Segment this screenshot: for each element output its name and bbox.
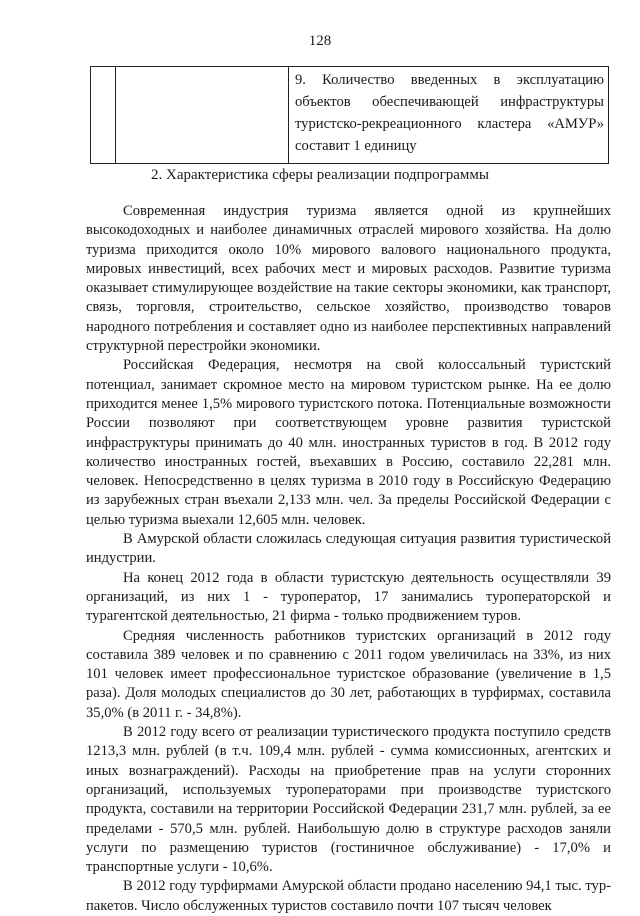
page-number: 128 [308, 33, 332, 49]
section-title: 2. Характеристика сферы реализации подпрограммы [151, 167, 489, 183]
paragraph-4: На конец 2012 года в области туристскую деятельность осуществляли 39 организаций, из них 1 - туроператор, 17 занимались туроператорской и турагентской деятельностью, 21 фирма - только продвижением туров. [86, 569, 611, 625]
table-cell-empty-2 [116, 67, 289, 164]
table-cell-empty-1 [91, 67, 116, 164]
table-row [91, 67, 609, 164]
paragraph-2: Российская Федерация, несмотря на свой колоссальный туристский потенциал, занимает скромное место на мировом туристском рынке. На ее долю приходится менее 1,5% мирового туристского потока. Потенциальные возможности России позволяют при соответствующем уровне развития туристской инфраструктуры принимать до 40 млн. иностранных туристов в год. В 2012 году количество иностранных гостей, въехавших в Россию, составило 22,281 млн. человек. Непосредственно в целях туризма в 2010 году в Российскую Федерацию из зарубежных стран въехали 2,133 млн. чел. За пределы Российской Федерации с целью туризма выехали 12,605 млн. человек. [86, 357, 611, 528]
table-cell-indicator: 9. Количество введенных в эксплуатацию объектов обеспечивающей инфраструктуры туристско-рекреационного кластера «АМУР» составит 1 единицу [289, 67, 609, 164]
paragraph-6: В 2012 году всего от реализации туристического продукта поступило средств 1213,3 млн. рублей (в т.ч. 109,4 млн. рублей - сумма комиссионных, агентских и иных вознаграждений). Расходы на приобретение прав на услуги сторонних организаций, используемых туроператорами при производстве туристского продукта, составили на территории Российской Федерации 231,7 млн. рублей, за ее пределами - 570,5 млн. рублей. Наибольшую долю в структуре расходов заняли услуги по размещению туристов (гостиничное обслуживание) - 17,0% и транспортные услуги - 10,6%. [86, 724, 611, 876]
body-text [86, 202, 611, 916]
table-fragment [90, 66, 609, 164]
paragraph-1: Современная индустрия туризма является одной из крупнейших высокодоходных и наиболее динамичных отраслей мирового хозяйства. На долю туризма приходится около 10% мирового валового национального продукта, мировых инвестиций, всех рабочих мест и мировых расходов. Развитие туризма оказывает стимулирующее воздействие на такие секторы экономики, как транспорт, связь, торговля, строительство, сельское хозяйство, производство товаров народного потребления и составляет одно из наиболее перспективных направлений структурной перестройки экономики. [86, 203, 611, 355]
paragraph-5: Средняя численность работников туристских организаций в 2012 году составила 389 человек и по сравнению с 2011 годом увеличилась на 33%, из них 101 человек имеет профессиональное туристское образование (увеличение в 1,5 раза). Доля молодых специалистов до 30 лет, работающих в турфирмах, составила 35,0% (в 2011 г. - 34,8%). [86, 627, 611, 721]
paragraph-3: В Амурской области сложилась следующая ситуация развития туристической индустрии. [86, 531, 611, 567]
paragraph-7: В 2012 году турфирмами Амурской области продано населению 94,1 тыс. тур-пакетов. Число обслуженных туристов составило почти 107 тысяч человек [86, 878, 611, 914]
